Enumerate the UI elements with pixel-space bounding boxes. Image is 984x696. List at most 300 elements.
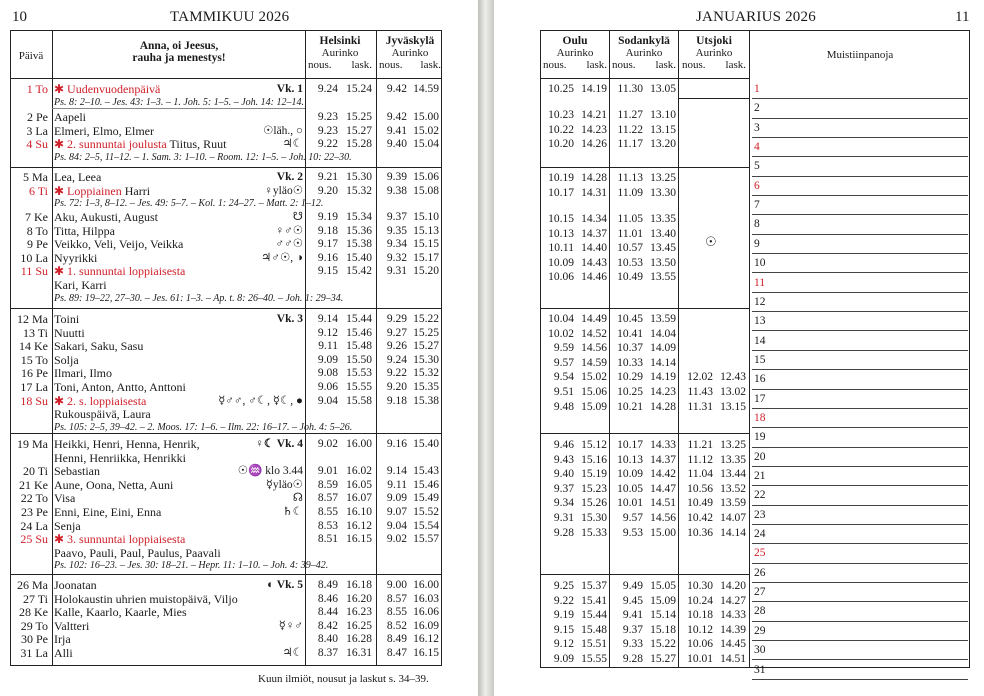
day-label: 31 La bbox=[20, 646, 48, 660]
sodankyla-sunrise: 11.01 bbox=[617, 227, 643, 240]
astronomical-symbols: ♃☾ bbox=[282, 138, 303, 151]
bible-readings: Ps. 89: 19–22, 27–30. – Jes. 61: 1–3. – Ap. t. 8: 26–40. – Joh. 1: 29–34. bbox=[54, 292, 344, 304]
jyvaskyla-sunrise: 9.38 bbox=[386, 184, 407, 197]
jyvaskyla-sunset: 15.22 bbox=[413, 313, 439, 325]
helsinki-sunset: 16.00 bbox=[346, 438, 372, 450]
oulu-sunset: 14.21 bbox=[581, 109, 607, 121]
jyvaskyla-sunrise: 9.27 bbox=[386, 326, 407, 339]
helsinki-sunrise: 9.24 bbox=[317, 83, 338, 95]
astronomical-symbols: ♃☾ bbox=[282, 647, 303, 659]
helsinki-sunrise: 8.55 bbox=[317, 506, 338, 518]
memo-line[interactable]: 24 bbox=[752, 525, 968, 544]
name-primary: Titta, Hilppa bbox=[54, 223, 115, 238]
memo-line[interactable]: 12 bbox=[752, 293, 968, 312]
memo-line[interactable]: 7 bbox=[752, 196, 968, 215]
utsjoki-sunrise: 10.36 bbox=[687, 526, 713, 539]
header-oulu bbox=[543, 35, 607, 71]
utsjoki-sunrise: 10.18 bbox=[687, 609, 713, 622]
helsinki-sunrise: 8.44 bbox=[317, 606, 338, 619]
week-number-and-phenomena: ◐ Vk. 5 bbox=[267, 579, 303, 591]
oulu-sunrise: 9.31 bbox=[553, 512, 574, 524]
helsinki-sunset: 15.53 bbox=[346, 367, 372, 380]
jyvaskyla-sunset: 15.49 bbox=[413, 492, 439, 505]
helsinki-sunset: 15.32 bbox=[346, 184, 372, 197]
oulu-sunset: 15.26 bbox=[581, 497, 607, 510]
name-secondary: Harri bbox=[121, 183, 151, 198]
jyvaskyla-sunrise: 9.34 bbox=[386, 238, 407, 251]
helsinki-sunrise: 8.40 bbox=[317, 633, 338, 646]
day-label: 20 Ti bbox=[22, 464, 48, 479]
oulu-sunrise: 10.11 bbox=[548, 242, 574, 255]
jyvaskyla-sunset: 15.32 bbox=[413, 367, 439, 380]
oulu-sunset: 15.16 bbox=[581, 453, 607, 466]
day-label: 27 Ti bbox=[22, 591, 48, 606]
name-primary: Kalle, Kaarlo, Kaarle, Mies bbox=[54, 605, 187, 620]
week-separator bbox=[10, 433, 442, 434]
header-utsjoki bbox=[682, 35, 746, 71]
memo-line[interactable]: 26 bbox=[752, 564, 968, 583]
week-number-and-phenomena: Vk. 1 bbox=[276, 83, 303, 95]
helsinki-sunset: 15.58 bbox=[346, 394, 372, 407]
day-label: 5 Ma bbox=[23, 170, 48, 184]
sodankyla-sunset: 13.20 bbox=[650, 138, 676, 151]
memo-line[interactable]: 27 bbox=[752, 583, 968, 602]
oulu-sunset: 14.34 bbox=[581, 213, 607, 225]
header-oulu-lask: lask. bbox=[586, 59, 607, 71]
memo-line[interactable]: 6 bbox=[752, 177, 968, 196]
helsinki-sunset: 15.28 bbox=[346, 138, 372, 151]
header-jyvaskyla-lask: lask. bbox=[420, 59, 441, 71]
oulu-sunset: 14.49 bbox=[581, 313, 607, 325]
helsinki-sunrise: 8.49 bbox=[317, 579, 338, 591]
sodankyla-sunrise: 11.27 bbox=[617, 109, 643, 121]
day-label: 4 Su bbox=[26, 137, 48, 152]
oulu-sunset: 15.33 bbox=[581, 526, 607, 539]
memo-line[interactable]: 11 bbox=[752, 274, 968, 293]
sodankyla-sunset: 13.50 bbox=[650, 256, 676, 269]
name-primary: Elmeri, Elmo, Elmer bbox=[54, 123, 154, 138]
utsjoki-sunset: 13.25 bbox=[720, 439, 746, 451]
utsjoki-sunrise: 10.30 bbox=[687, 580, 713, 592]
left-footer-note: Kuun ilmiöt, nousut ja laskut s. 34–39. bbox=[258, 673, 429, 685]
jyvaskyla-sunset: 15.38 bbox=[413, 394, 439, 407]
utsjoki-sunset: 14.45 bbox=[720, 638, 746, 651]
sodankyla-sunset: 14.04 bbox=[650, 327, 676, 340]
oulu-sunrise: 9.19 bbox=[553, 609, 574, 622]
memo-line[interactable]: 22 bbox=[752, 486, 968, 505]
jyvaskyla-sunrise: 9.32 bbox=[386, 251, 407, 264]
memo-line[interactable]: 3 bbox=[752, 119, 968, 138]
name-primary: Irja bbox=[54, 632, 71, 647]
sodankyla-sunset: 13.25 bbox=[650, 172, 676, 184]
memo-line[interactable]: 13 bbox=[752, 312, 968, 331]
helsinki-sunrise: 9.04 bbox=[317, 394, 338, 407]
jyvaskyla-sunset: 15.10 bbox=[413, 211, 439, 223]
oulu-sunset: 14.59 bbox=[581, 356, 607, 369]
helsinki-sunset: 15.27 bbox=[346, 124, 372, 137]
jyvaskyla-sunrise: 9.02 bbox=[386, 533, 407, 546]
bible-readings: Ps. 72: 1–3, 8–12. – Jes. 49: 5–7. – Kol. 1: 24–27. – Matt. 2: 1–12. bbox=[54, 198, 324, 210]
left-page-title: TAMMIKUU 2026 bbox=[170, 9, 290, 25]
oulu-sunrise: 9.48 bbox=[553, 400, 574, 413]
sodankyla-sunset: 13.45 bbox=[650, 242, 676, 255]
helsinki-sunrise: 9.09 bbox=[317, 353, 338, 366]
astronomical-symbols: ☉♒ klo 3.44 bbox=[237, 465, 303, 478]
sodankyla-sunset: 14.23 bbox=[650, 386, 676, 398]
helsinki-sunset: 15.42 bbox=[346, 265, 372, 278]
memo-line[interactable]: 23 bbox=[752, 506, 968, 525]
helsinki-sunset: 15.48 bbox=[346, 340, 372, 353]
oulu-sunset: 15.09 bbox=[581, 400, 607, 413]
utsjoki-sunset: 13.52 bbox=[720, 482, 746, 495]
name-primary: ✱ 3. sunnuntai loppiaisesta bbox=[54, 532, 186, 547]
bible-readings: Ps. 8: 2–10. – Jes. 43: 1–3. – 1. Joh. 5: 1–5. – Joh. 14: 12–14. bbox=[54, 96, 304, 108]
helsinki-sunset: 16.20 bbox=[346, 592, 372, 605]
memo-line[interactable]: 16 bbox=[752, 370, 968, 389]
polar-night-sun-icon: ☉ bbox=[705, 234, 717, 249]
sodankyla-sunset: 13.55 bbox=[650, 271, 676, 284]
name-primary: Joonatan bbox=[54, 578, 97, 592]
week-number-and-phenomena: Vk. 3 bbox=[276, 313, 303, 325]
header-sodankyla-lask: lask. bbox=[655, 59, 676, 71]
helsinki-sunrise: 9.20 bbox=[317, 184, 338, 197]
sodankyla-sunset: 13.59 bbox=[650, 313, 676, 325]
jyvaskyla-sunrise: 9.07 bbox=[386, 506, 407, 518]
helsinki-sunset: 15.44 bbox=[346, 313, 372, 325]
helsinki-sunrise: 9.17 bbox=[317, 238, 338, 251]
sodankyla-sunrise: 10.09 bbox=[617, 468, 643, 481]
sodankyla-sunrise: 10.37 bbox=[617, 342, 643, 355]
name-primary: Toini bbox=[54, 312, 80, 326]
oulu-sunset: 15.02 bbox=[581, 371, 607, 384]
jyvaskyla-sunrise: 9.26 bbox=[386, 340, 407, 353]
utsjoki-sunrise: 10.01 bbox=[687, 653, 713, 665]
right-page-number: 11 bbox=[955, 9, 970, 25]
memo-line[interactable]: 17 bbox=[752, 390, 968, 409]
astronomical-symbols: ♀♂☉ bbox=[275, 224, 303, 237]
jyvaskyla-sunrise: 9.29 bbox=[386, 313, 407, 325]
sodankyla-sunrise: 11.17 bbox=[617, 138, 643, 151]
jyvaskyla-sunrise: 8.55 bbox=[386, 606, 407, 619]
sodankyla-sunset: 14.19 bbox=[650, 371, 676, 384]
day-label: 29 To bbox=[20, 618, 48, 633]
sun-times-row bbox=[0, 623, 750, 637]
sodankyla-sunrise: 9.33 bbox=[622, 638, 643, 651]
sodankyla-sunset: 15.27 bbox=[650, 653, 676, 665]
header-utsjoki-name: Utsjoki bbox=[696, 35, 732, 47]
helsinki-sunrise: 8.46 bbox=[317, 592, 338, 605]
oulu-sunrise: 9.15 bbox=[553, 623, 574, 636]
oulu-sunrise: 9.51 bbox=[553, 386, 574, 398]
memo-line[interactable]: 29 bbox=[752, 622, 968, 641]
oulu-sunset: 14.37 bbox=[581, 227, 607, 240]
sodankyla-sunset: 14.14 bbox=[650, 356, 676, 369]
utsjoki-sunrise: 12.02 bbox=[687, 371, 713, 384]
memo-line[interactable]: 10 bbox=[752, 254, 968, 273]
header-utsjoki-lask: lask. bbox=[725, 59, 746, 71]
sun-times-row bbox=[0, 256, 750, 270]
helsinki-sunset: 15.46 bbox=[346, 326, 372, 339]
header-helsinki-nous: nous. bbox=[308, 59, 332, 71]
sodankyla-sunrise: 10.33 bbox=[617, 356, 643, 369]
header-helsinki-aurinko: Aurinko bbox=[321, 47, 359, 59]
helsinki-sunrise: 9.15 bbox=[317, 265, 338, 278]
header-jyvaskyla-name: Jyväskylä bbox=[385, 35, 435, 47]
sun-times-row bbox=[0, 400, 750, 414]
sun-times-row bbox=[0, 123, 750, 137]
day-label: 2 Pe bbox=[27, 110, 48, 124]
name-primary: ✱ 2. sunnuntai joulusta bbox=[54, 137, 167, 152]
sun-times-row bbox=[0, 171, 750, 185]
header-helsinki-name: Helsinki bbox=[319, 35, 361, 47]
sun-times-row bbox=[0, 438, 750, 452]
memo-line[interactable]: 18 bbox=[752, 409, 968, 428]
jyvaskyla-sunrise: 9.00 bbox=[386, 579, 407, 591]
sun-times-row bbox=[0, 450, 750, 467]
oulu-sunset: 14.46 bbox=[581, 271, 607, 284]
helsinki-sunrise: 9.01 bbox=[317, 465, 338, 478]
memo-line[interactable]: 2 bbox=[752, 99, 968, 118]
jyvaskyla-sunset: 15.52 bbox=[413, 506, 439, 518]
name-primary: Aapeli bbox=[54, 110, 86, 124]
helsinki-sunrise: 9.23 bbox=[317, 111, 338, 123]
helsinki-sunrise: 9.06 bbox=[317, 381, 338, 393]
name-primary: Sebastian bbox=[54, 464, 100, 479]
name-primary: Senja bbox=[54, 518, 81, 533]
name-continuation: Kari, Karri bbox=[54, 278, 107, 292]
sodankyla-sunrise: 9.37 bbox=[622, 623, 643, 636]
sodankyla-sunset: 14.42 bbox=[650, 468, 676, 481]
helsinki-sunrise: 9.14 bbox=[317, 313, 338, 325]
oulu-sunrise: 10.06 bbox=[548, 271, 574, 284]
oulu-sunrise: 9.22 bbox=[553, 594, 574, 607]
helsinki-sunrise: 9.21 bbox=[317, 171, 338, 183]
jyvaskyla-sunrise: 9.35 bbox=[386, 224, 407, 237]
sun-times-row bbox=[0, 370, 750, 384]
day-label: 3 La bbox=[26, 123, 48, 138]
oulu-sunrise: 9.09 bbox=[553, 653, 574, 665]
utsjoki-sunset: 13.15 bbox=[720, 400, 746, 413]
week-separator bbox=[540, 433, 749, 434]
memo-line[interactable]: 9 bbox=[752, 235, 968, 254]
header-utsjoki-aurinko: Aurinko bbox=[695, 47, 733, 59]
astronomical-symbols: ☿♀♂ bbox=[278, 619, 303, 632]
jyvaskyla-sunrise: 9.37 bbox=[386, 211, 407, 223]
sodankyla-sunrise: 9.41 bbox=[622, 609, 643, 622]
utsjoki-sunrise: 11.04 bbox=[687, 468, 713, 481]
oulu-sunrise: 10.04 bbox=[548, 313, 574, 325]
name-primary: ✱ 1. sunnuntai loppiaisesta bbox=[54, 264, 186, 279]
week-separator bbox=[540, 308, 749, 309]
astronomical-symbols: ☿yläo☉ bbox=[265, 478, 303, 491]
day-label: 14 Ke bbox=[19, 339, 48, 354]
jyvaskyla-sunset: 15.43 bbox=[413, 465, 439, 478]
oulu-sunrise: 10.23 bbox=[548, 109, 574, 121]
oulu-sunrise: 9.54 bbox=[553, 371, 574, 384]
name-primary: Holokaustin uhrien muistopäivä, Viljo bbox=[54, 591, 238, 606]
sodankyla-sunrise: 10.45 bbox=[617, 313, 643, 325]
oulu-sunrise: 10.09 bbox=[548, 256, 574, 269]
sodankyla-sunset: 14.56 bbox=[650, 512, 676, 524]
sodankyla-sunrise: 11.09 bbox=[617, 186, 643, 199]
helsinki-sunset: 15.38 bbox=[346, 238, 372, 251]
sun-times-row bbox=[0, 511, 750, 525]
jyvaskyla-sunset: 15.27 bbox=[413, 340, 439, 353]
astronomical-symbols: ☿♂♂, ♂☾, ☿☾, ● bbox=[218, 394, 303, 407]
day-label: 6 Ti bbox=[28, 183, 48, 198]
utsjoki-sunrise: 11.31 bbox=[687, 400, 713, 413]
oulu-sunrise: 10.02 bbox=[548, 327, 574, 340]
utsjoki-sunset: 13.02 bbox=[720, 386, 746, 398]
header-jyvaskyla bbox=[379, 35, 441, 71]
utsjoki-sunrise: 11.12 bbox=[687, 453, 713, 466]
header-utsjoki-nous: nous. bbox=[682, 59, 706, 71]
utsjoki-sunset: 14.39 bbox=[720, 623, 746, 636]
oulu-sunrise: 9.43 bbox=[553, 453, 574, 466]
jyvaskyla-sunset: 16.15 bbox=[413, 647, 439, 659]
jyvaskyla-sunset: 15.35 bbox=[413, 381, 439, 393]
helsinki-sunrise: 9.19 bbox=[317, 211, 338, 223]
day-label: 30 Pe bbox=[21, 632, 48, 647]
jyvaskyla-sunset: 15.17 bbox=[413, 251, 439, 264]
memo-line[interactable]: 14 bbox=[752, 332, 968, 351]
day-label: 24 La bbox=[20, 518, 48, 533]
sodankyla-sunset: 15.22 bbox=[650, 638, 676, 651]
sodankyla-sunrise: 10.13 bbox=[617, 453, 643, 466]
header-day: Päivä bbox=[18, 50, 44, 62]
memo-line[interactable]: 21 bbox=[752, 467, 968, 486]
bible-readings: Ps. 105: 2–5, 39–42. – 2. Moos. 17: 1–6. – Ilm. 22: 16–17. – Joh. 4: 5–26. bbox=[54, 421, 353, 433]
astronomical-symbols: ♂♂☉ bbox=[275, 238, 303, 251]
week-separator bbox=[540, 167, 749, 168]
oulu-sunrise: 9.59 bbox=[553, 342, 574, 355]
sun-times-row bbox=[0, 312, 750, 326]
helsinki-sunset: 16.05 bbox=[346, 478, 372, 491]
day-label: 22 To bbox=[20, 491, 48, 506]
name-primary: Valtteri bbox=[54, 618, 90, 633]
jyvaskyla-sunrise: 8.47 bbox=[386, 647, 407, 659]
astronomical-symbols: ☊ bbox=[292, 492, 303, 505]
oulu-sunset: 14.31 bbox=[581, 186, 607, 199]
sun-times-row bbox=[0, 591, 750, 608]
helsinki-sunset: 15.24 bbox=[346, 83, 372, 95]
day-label: 16 Pe bbox=[21, 366, 48, 381]
jyvaskyla-sunrise: 8.49 bbox=[386, 633, 407, 646]
oulu-sunset: 14.28 bbox=[581, 172, 607, 184]
sodankyla-sunrise: 11.22 bbox=[617, 123, 643, 136]
day-label: 15 To bbox=[20, 352, 48, 367]
jyvaskyla-sunrise: 9.18 bbox=[386, 394, 407, 407]
oulu-sunset: 15.19 bbox=[581, 468, 607, 481]
helsinki-sunrise: 8.37 bbox=[317, 647, 338, 659]
memo-line[interactable]: 25 bbox=[752, 544, 968, 563]
sun-times-row bbox=[0, 137, 750, 151]
jyvaskyla-sunrise: 9.14 bbox=[386, 465, 407, 478]
memo-line[interactable]: 8 bbox=[752, 215, 968, 234]
helsinki-sunset: 16.12 bbox=[346, 519, 372, 532]
helsinki-sunrise: 9.08 bbox=[317, 367, 338, 380]
sodankyla-sunset: 14.28 bbox=[650, 400, 676, 413]
oulu-sunrise: 9.34 bbox=[553, 497, 574, 510]
sodankyla-sunrise: 9.57 bbox=[622, 512, 643, 524]
helsinki-sunrise: 8.51 bbox=[317, 533, 338, 546]
sun-times-row bbox=[0, 579, 750, 593]
memo-line[interactable]: 5 bbox=[752, 157, 968, 176]
oulu-sunset: 14.26 bbox=[581, 138, 607, 151]
right-page-title: JANUARIUS 2026 bbox=[696, 9, 816, 25]
jyvaskyla-sunrise: 9.20 bbox=[386, 381, 407, 393]
oulu-sunrise: 10.17 bbox=[548, 186, 574, 199]
astronomical-symbols: ☋ bbox=[292, 211, 303, 223]
day-label: 23 Pe bbox=[21, 505, 48, 519]
jyvaskyla-sunrise: 9.41 bbox=[386, 124, 407, 137]
astronomical-symbols: ♄☾ bbox=[282, 506, 303, 518]
name-primary: Aune, Oona, Netta, Auni bbox=[54, 477, 174, 492]
helsinki-sunset: 16.25 bbox=[346, 619, 372, 632]
sodankyla-sunset: 14.09 bbox=[650, 342, 676, 355]
right-header-divider bbox=[540, 78, 749, 79]
sodankyla-sunset: 13.15 bbox=[650, 123, 676, 136]
oulu-sunrise: 9.46 bbox=[553, 439, 574, 451]
helsinki-sunset: 16.18 bbox=[346, 579, 372, 591]
sodankyla-sunrise: 10.53 bbox=[617, 256, 643, 269]
header-sodankyla-nous: nous. bbox=[612, 59, 636, 71]
jyvaskyla-sunrise: 9.09 bbox=[386, 492, 407, 505]
day-label: 26 Ma bbox=[17, 578, 48, 592]
jyvaskyla-sunrise: 9.42 bbox=[386, 111, 407, 123]
bible-readings: Ps. 84: 2–5, 11–12. – 1. Sam. 3: 1–10. – Room. 12: 1–5. – Joh. 10: 22–30. bbox=[54, 151, 352, 163]
memo-line[interactable]: 30 bbox=[752, 641, 968, 660]
jyvaskyla-sunset: 15.25 bbox=[413, 326, 439, 339]
header-oulu-name: Oulu bbox=[562, 35, 588, 47]
utsjoki-sunset: 14.07 bbox=[720, 512, 746, 524]
day-label: 9 Pe bbox=[27, 237, 48, 252]
day-label: 13 Ti bbox=[22, 325, 48, 340]
jyvaskyla-sunset: 15.20 bbox=[413, 265, 439, 278]
utsjoki-sunrise: 10.49 bbox=[687, 497, 713, 510]
name-primary: ✱ Uudenvuodenpäivä bbox=[54, 82, 161, 96]
day-label: 8 To bbox=[26, 223, 48, 238]
name-primary: Lea, Leea bbox=[54, 170, 102, 184]
memo-line[interactable]: 15 bbox=[752, 351, 968, 370]
helsinki-sunset: 16.28 bbox=[346, 633, 372, 646]
day-label: 25 Su bbox=[20, 532, 48, 547]
utsjoki-sunset: 13.44 bbox=[720, 468, 746, 481]
memo-line[interactable]: 20 bbox=[752, 448, 968, 467]
memo-line[interactable]: 4 bbox=[752, 138, 968, 157]
sodankyla-sunset: 15.14 bbox=[650, 609, 676, 622]
sun-times-row bbox=[0, 270, 750, 284]
sodankyla-sunrise: 10.29 bbox=[617, 371, 643, 384]
memo-line[interactable]: 28 bbox=[752, 602, 968, 621]
helsinki-sunset: 16.10 bbox=[346, 506, 372, 518]
sodankyla-sunset: 15.05 bbox=[650, 580, 676, 592]
header-jyvaskyla-aurinko: Aurinko bbox=[391, 47, 429, 59]
memo-line[interactable]: 19 bbox=[752, 428, 968, 447]
helsinki-sunrise: 9.16 bbox=[317, 251, 338, 264]
name-primary: Nuutti bbox=[54, 325, 85, 340]
helsinki-sunrise: 8.42 bbox=[317, 619, 338, 632]
sun-times-row bbox=[0, 241, 750, 255]
sodankyla-sunrise: 10.21 bbox=[617, 400, 643, 413]
helsinki-sunset: 15.55 bbox=[346, 381, 372, 393]
oulu-sunset: 15.48 bbox=[581, 623, 607, 636]
oulu-sunset: 15.06 bbox=[581, 386, 607, 398]
memo-line[interactable]: 31 bbox=[752, 661, 968, 680]
memo-line[interactable]: 1 bbox=[752, 80, 968, 99]
jyvaskyla-sunset: 16.12 bbox=[413, 633, 439, 646]
sodankyla-sunset: 15.09 bbox=[650, 594, 676, 607]
